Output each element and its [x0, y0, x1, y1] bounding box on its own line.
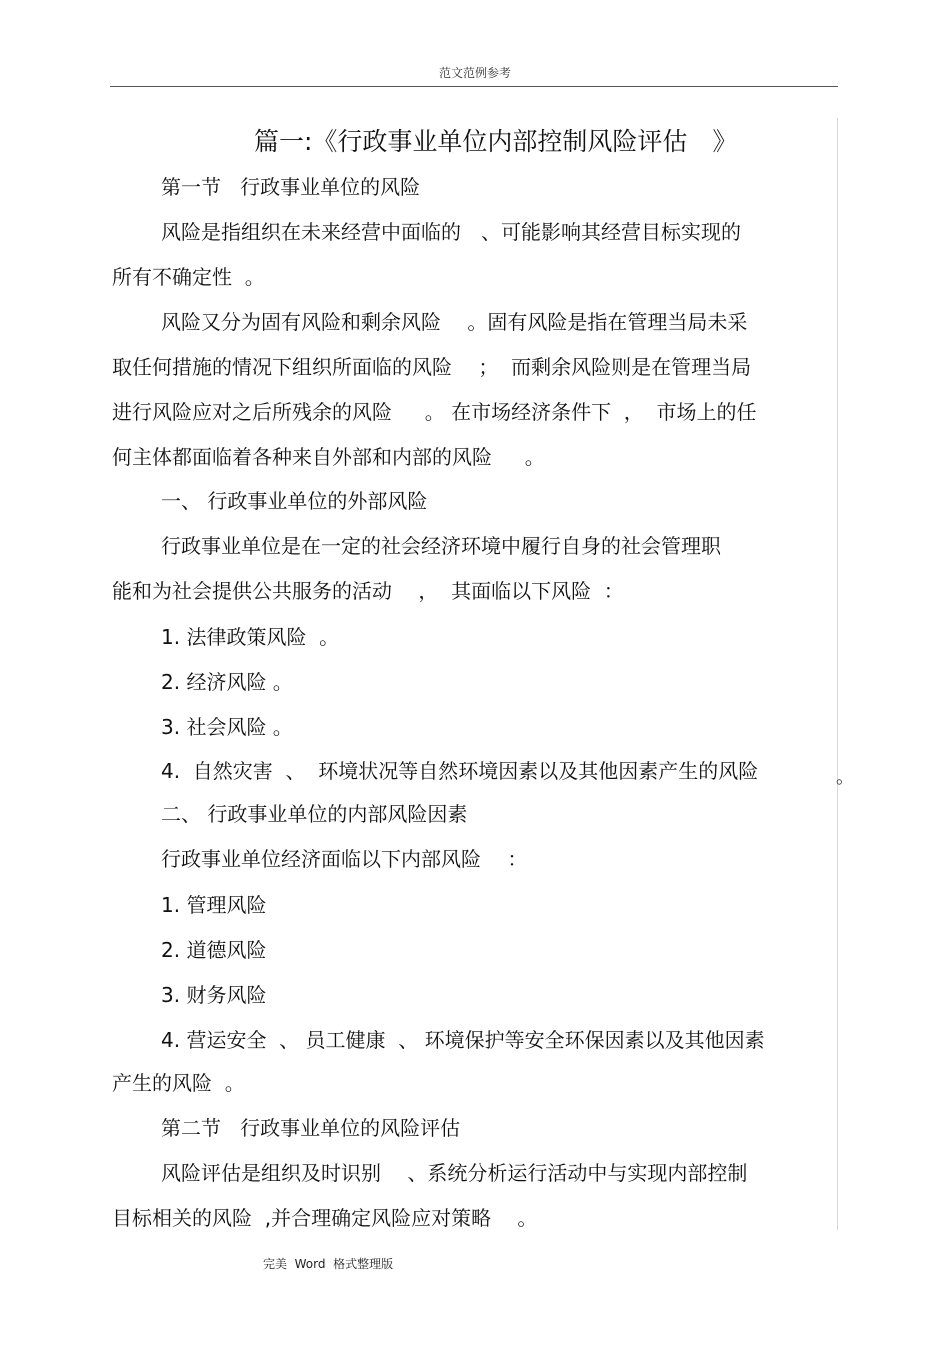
- list-item: 3. 财务风险: [161, 983, 267, 1007]
- paragraph-line: 进行风险应对之后所残余的风险 。 在市场经济条件下 ， 市场上的任: [112, 400, 757, 424]
- list-item: 4. 自然灾害 、 环境状况等自然环境因素以及其他因素产生的风险: [161, 759, 759, 783]
- paragraph-line: 何主体都面临着各种来自外部和内部的风险 。: [112, 445, 545, 469]
- subsection-heading: 二、 行政事业单位的内部风险因素: [161, 802, 468, 826]
- paragraph-line: 取任何措施的情况下组织所面临的风险 ； 而剩余风险则是在管理当局: [112, 355, 752, 379]
- header-divider: [110, 86, 838, 87]
- paragraph-line: 所有不确定性 。: [112, 265, 265, 289]
- paragraph-line: 能和为社会提供公共服务的活动 ， 其面临以下风险 ：: [112, 579, 624, 603]
- paragraph-line: 产生的风险 。: [112, 1071, 245, 1095]
- list-item: 4. 营运安全 、 员工健康 、 环境保护等安全环保因素以及其他因素: [161, 1028, 765, 1052]
- paragraph-line: 风险是指组织在未来经营中面临的 、可能影响其经营目标实现的: [161, 220, 741, 244]
- section-heading-1: 第一节 行政事业单位的风险: [161, 175, 421, 199]
- list-item: 2. 道德风险: [161, 938, 267, 962]
- page-header: 范文范例参考: [438, 66, 511, 80]
- paragraph-line: 风险又分为固有风险和剩余风险 。固有风险是指在管理当局未采: [161, 310, 748, 334]
- list-item: 1. 管理风险: [161, 893, 267, 917]
- list-item: 1. 法律政策风险 。: [161, 625, 340, 649]
- paragraph-line: 目标相关的风险 ,并合理确定风险应对策略 。: [112, 1206, 538, 1230]
- list-item: 2. 经济风险 。: [161, 670, 293, 694]
- stray-period: 。: [836, 767, 854, 788]
- paragraph-line: 风险评估是组织及时识别 、系统分析运行活动中与实现内部控制: [161, 1161, 748, 1185]
- paragraph-line: 行政事业单位是在一定的社会经济环境中履行自身的社会管理职: [161, 534, 721, 558]
- list-item: 3. 社会风险 。: [161, 715, 293, 739]
- paragraph-line: 行政事业单位经济面临以下内部风险 ：: [161, 847, 528, 871]
- page-footer: 完美 Word 格式整理版: [263, 1257, 394, 1271]
- document-title: 篇一:《行政事业单位内部控制风险评估 》: [254, 127, 738, 156]
- section-heading-2: 第二节 行政事业单位的风险评估: [161, 1116, 461, 1140]
- margin-rule: [837, 118, 838, 1230]
- subsection-heading: 一、 行政事业单位的外部风险: [161, 489, 428, 513]
